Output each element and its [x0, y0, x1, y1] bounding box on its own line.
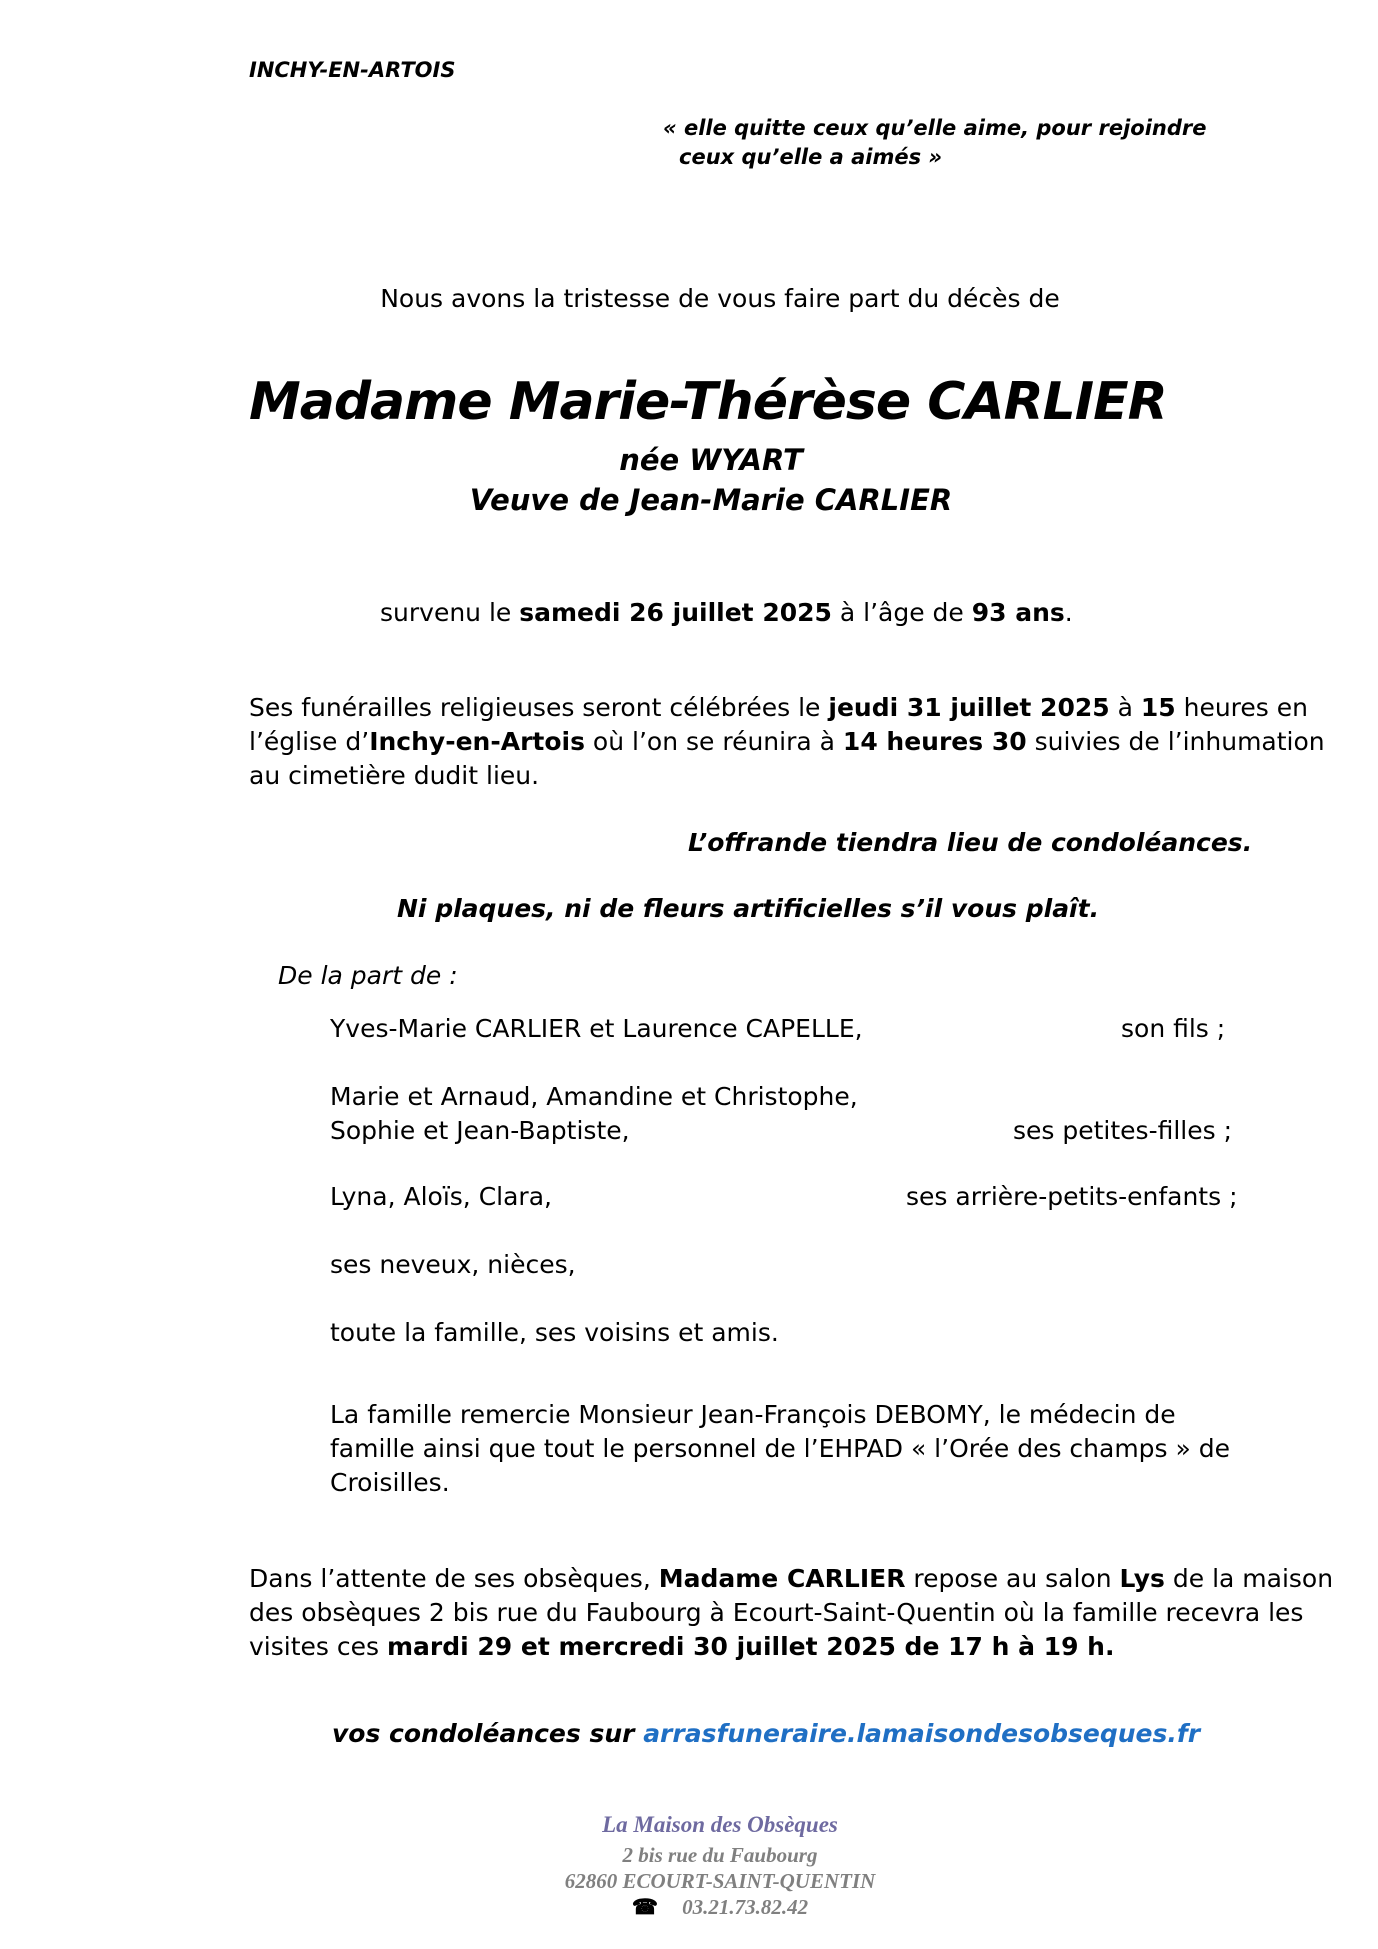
epigraph: [663, 114, 1206, 172]
waiting-text-2: repose au salon: [905, 1564, 1120, 1593]
epigraph-line-1: « elle quitte ceux qu’elle aime, pour rejoindre: [663, 116, 1207, 140]
death-prefix: survenu le: [380, 598, 520, 627]
funeral-meet-time: 14 heures 30: [842, 727, 1027, 756]
telephone-icon: ☎: [631, 1895, 659, 1919]
from-label: De la part de :: [278, 961, 458, 990]
company-name: La Maison des Obsèques: [602, 1812, 838, 1837]
deceased-name: Madame Marie-Thérèse CARLIER: [249, 372, 1167, 432]
company-street: 2 bis rue du Faubourg: [622, 1843, 818, 1867]
family-greatgrandchildren-names: Lyna, Aloïs, Clara,: [330, 1182, 552, 1211]
funeral-text-3: heures en l’église d’: [249, 693, 1308, 756]
waiting-text-1: Dans l’attente de ses obsèques,: [249, 1564, 659, 1593]
waiting-salon: Lys: [1119, 1564, 1165, 1593]
family-son-names: Yves-Marie CARLIER et Laurence CAPELLE,: [330, 1014, 863, 1043]
waiting-name: Madame CARLIER: [658, 1564, 906, 1593]
company-phone-line: [0, 1895, 1378, 1920]
plaques-note: Ni plaques, ni de fleurs artificielles s’il vous plaît.: [397, 894, 1100, 923]
funeral-paragraph: [249, 691, 1349, 793]
death-statement: [380, 598, 1073, 627]
company-city: 62860 ECOURT-SAINT-QUENTIN: [564, 1869, 876, 1893]
death-date: samedi 26 juillet 2025: [519, 598, 832, 627]
family-granddaughters-line-2: Sophie et Jean-Baptiste,: [330, 1116, 630, 1145]
condolences-line: [332, 1719, 1200, 1748]
offrande-note: L’offrande tiendra lieu de condoléances.: [688, 828, 1253, 857]
widow-of: Veuve de Jean-Marie CARLIER: [469, 483, 953, 517]
funeral-hour: 15: [1140, 693, 1176, 722]
maiden-name: née WYART: [619, 443, 803, 477]
funeral-text-2: à: [1109, 693, 1141, 722]
funeral-text-4: où l’on se réunira à: [584, 727, 843, 756]
company-phone: 03.21.73.82.42: [682, 1895, 809, 1919]
thanks-paragraph: La famille remercie Monsieur Jean-François DEBOMY, le médecin de famille ainsi que tout le personnel de l’EHPAD « l’Orée des champs » de Croisilles.: [330, 1400, 1231, 1497]
funeral-text-1: Ses funérailles religieuses seront célébrées le: [249, 693, 829, 722]
condolences-prefix: vos condoléances sur: [332, 1719, 644, 1748]
funeral-church: Inchy-en-Artois: [369, 727, 585, 756]
waiting-paragraph: [249, 1562, 1349, 1664]
epigraph-line-2: ceux qu’elle a aimés »: [679, 145, 943, 169]
intro-text: Nous avons la tristesse de vous faire part du décès de: [380, 284, 1060, 313]
funeral-text-5: suivies de l’inhumation au cimetière dudit lieu.: [249, 727, 1325, 790]
family-granddaughters-relation: ses petites-filles ;: [1013, 1116, 1233, 1145]
waiting-text-3: de la maison des obsèques 2 bis rue du Faubourg à Ecourt-Saint-Quentin où la famille recevra les visites ces: [249, 1564, 1334, 1661]
funeral-date: jeudi 31 juillet 2025: [828, 693, 1110, 722]
death-age: 93 ans: [971, 598, 1065, 627]
death-suffix: .: [1064, 598, 1073, 627]
death-middle: à l’âge de: [831, 598, 972, 627]
family-son-relation: son fils ;: [1121, 1014, 1226, 1043]
waiting-dates: mardi 29 et mercredi 30 juillet 2025 de 17 h à 19 h.: [386, 1632, 1115, 1661]
header-location: INCHY-EN-ARTOIS: [249, 58, 456, 82]
family-nephews: ses neveux, nièces,: [330, 1250, 576, 1279]
condolences-link[interactable]: arrasfuneraire.lamaisondesobseques.fr: [643, 1719, 1201, 1748]
family-granddaughters-line-1: Marie et Arnaud, Amandine et Christophe,: [330, 1082, 858, 1111]
family-greatgrandchildren-relation: ses arrière-petits-enfants ;: [906, 1182, 1238, 1211]
family-all: toute la famille, ses voisins et amis.: [330, 1318, 779, 1347]
